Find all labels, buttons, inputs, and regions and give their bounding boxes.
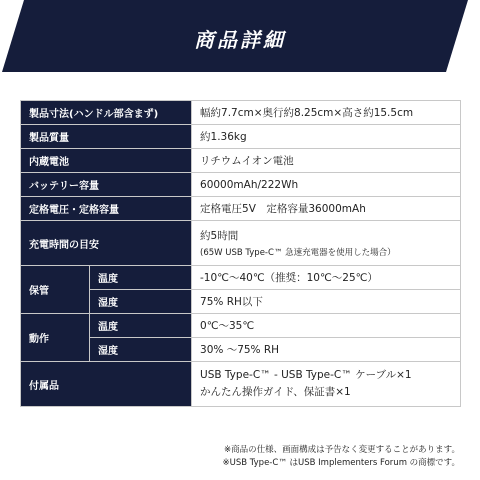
footnote-1: ※商品の仕様、画面構成は予告なく変更することがあります。	[224, 445, 460, 455]
table-row	[21, 125, 461, 149]
charge-time-value: 約5時間	[200, 230, 239, 242]
capacity-value: 60000mAh/222Wh	[192, 173, 461, 197]
operation-temp-value: 0℃～35℃	[192, 314, 461, 338]
capacity-label: バッテリー容量	[21, 173, 192, 197]
header-banner	[0, 0, 480, 86]
rated-label: 定格電圧・定格容量	[21, 197, 192, 221]
footnote-2: ※USB Type-C™ はUSB Implementers Forum の商標です。	[222, 458, 460, 468]
operation-humidity-value: 30% ～75% RH	[192, 338, 461, 362]
footnotes	[223, 444, 460, 470]
storage-humidity-label: 湿度	[90, 290, 192, 314]
weight-value: 約1.36kg	[192, 125, 461, 149]
storage-temp-value: -10℃～40℃（推奨：10℃～25℃）	[192, 266, 461, 290]
charge-time-note: (65W USB Type-C™ 急速充電器を使用した場合）	[200, 248, 396, 258]
size-label: 製品寸法(ハンドル部含まず)	[21, 101, 192, 125]
accessories-line1: USB Type-C™ - USB Type-C™ ケーブル×1	[200, 369, 412, 381]
operation-humidity-label: 湿度	[90, 338, 192, 362]
table-row	[21, 266, 461, 290]
table-row	[21, 314, 461, 338]
table-row	[21, 362, 461, 407]
table-row	[21, 101, 461, 125]
table-row	[21, 173, 461, 197]
storage-temp-label: 温度	[90, 266, 192, 290]
storage-label: 保管	[21, 266, 90, 314]
battery-label: 内蔵電池	[21, 149, 192, 173]
table-row	[21, 197, 461, 221]
table-row	[21, 149, 461, 173]
weight-label: 製品質量	[21, 125, 192, 149]
accessories-line2: かんたん操作ガイド、保証書×1	[200, 386, 351, 398]
charge-time-cell	[192, 221, 461, 266]
charge-time-label: 充電時間の目安	[21, 221, 192, 266]
accessories-label: 付属品	[21, 362, 192, 407]
accessories-cell	[192, 362, 461, 407]
table-row	[21, 221, 461, 266]
storage-humidity-value: 75% RH以下	[192, 290, 461, 314]
page-title: 商品詳細	[194, 28, 286, 52]
operation-label: 動作	[21, 314, 90, 362]
spec-table	[20, 100, 461, 407]
battery-value: リチウムイオン電池	[192, 149, 461, 173]
rated-value: 定格電圧5V 定格容量36000mAh	[192, 197, 461, 221]
operation-temp-label: 温度	[90, 314, 192, 338]
size-value: 幅約7.7cm×奥行約8.25cm×高さ約15.5cm	[192, 101, 461, 125]
